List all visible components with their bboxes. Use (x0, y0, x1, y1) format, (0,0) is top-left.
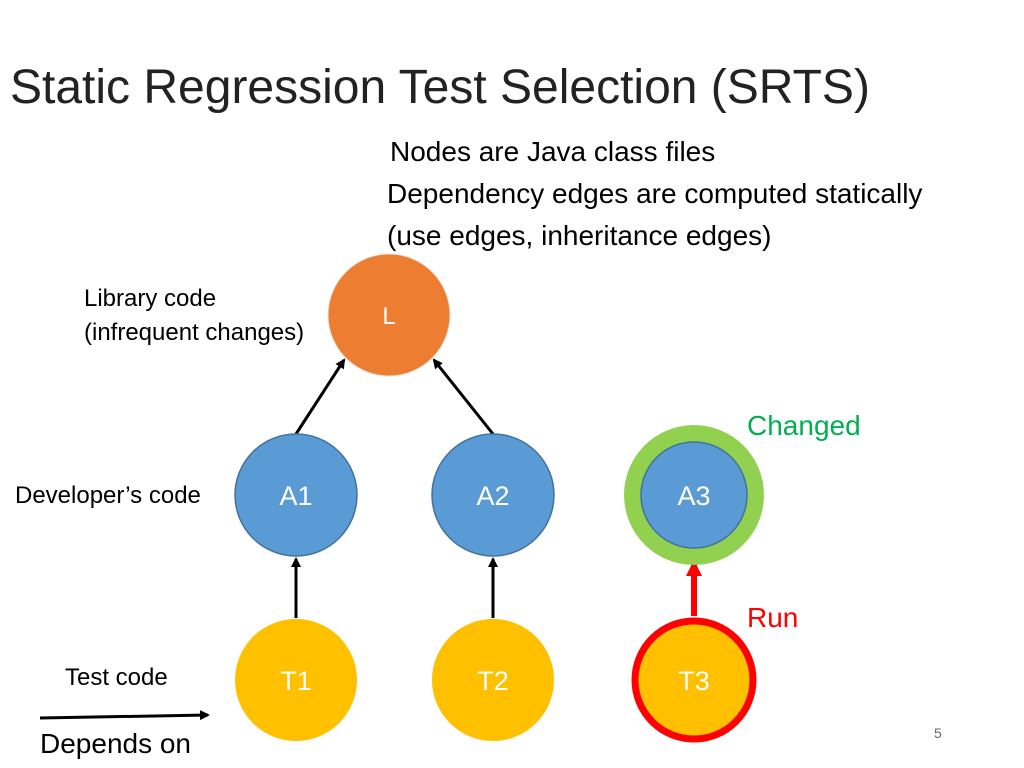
node-a1-label: A1 (279, 481, 313, 511)
node-a2 (432, 434, 554, 556)
changed-label: Changed (747, 410, 861, 441)
edge-a2-to-l (434, 360, 493, 434)
node-t3-label: T3 (678, 666, 710, 696)
node-t2 (432, 619, 554, 741)
node-a2-label: A2 (476, 481, 510, 511)
note-nodes: Nodes are Java class files (390, 136, 716, 167)
node-t1 (235, 619, 357, 741)
node-l-label: L (382, 303, 396, 330)
node-t1-label: T1 (280, 666, 312, 696)
developer-code-label: Developer’s code (15, 482, 201, 509)
node-t3-run (635, 621, 753, 739)
slide-title: Static Regression Test Selection (SRTS) (10, 61, 870, 114)
note-edge-kinds: (use edges, inheritance edges) (387, 220, 772, 251)
library-code-sublabel: (infrequent changes) (84, 319, 305, 346)
node-l (328, 254, 450, 376)
node-a3-label: A3 (677, 481, 711, 511)
page-number: 5 (934, 725, 942, 741)
note-dependency-edges: Dependency edges are computed statically (387, 178, 923, 209)
legend-arrow (40, 715, 208, 718)
node-t2-label: T2 (477, 666, 509, 696)
test-code-label: Test code (65, 664, 168, 691)
node-a1 (235, 434, 357, 556)
library-code-label: Library code (84, 285, 217, 312)
node-a3-changed (624, 425, 764, 565)
edge-a1-to-l (296, 360, 344, 434)
run-label: Run (747, 602, 799, 633)
legend-depends-on-label: Depends on (40, 728, 192, 759)
